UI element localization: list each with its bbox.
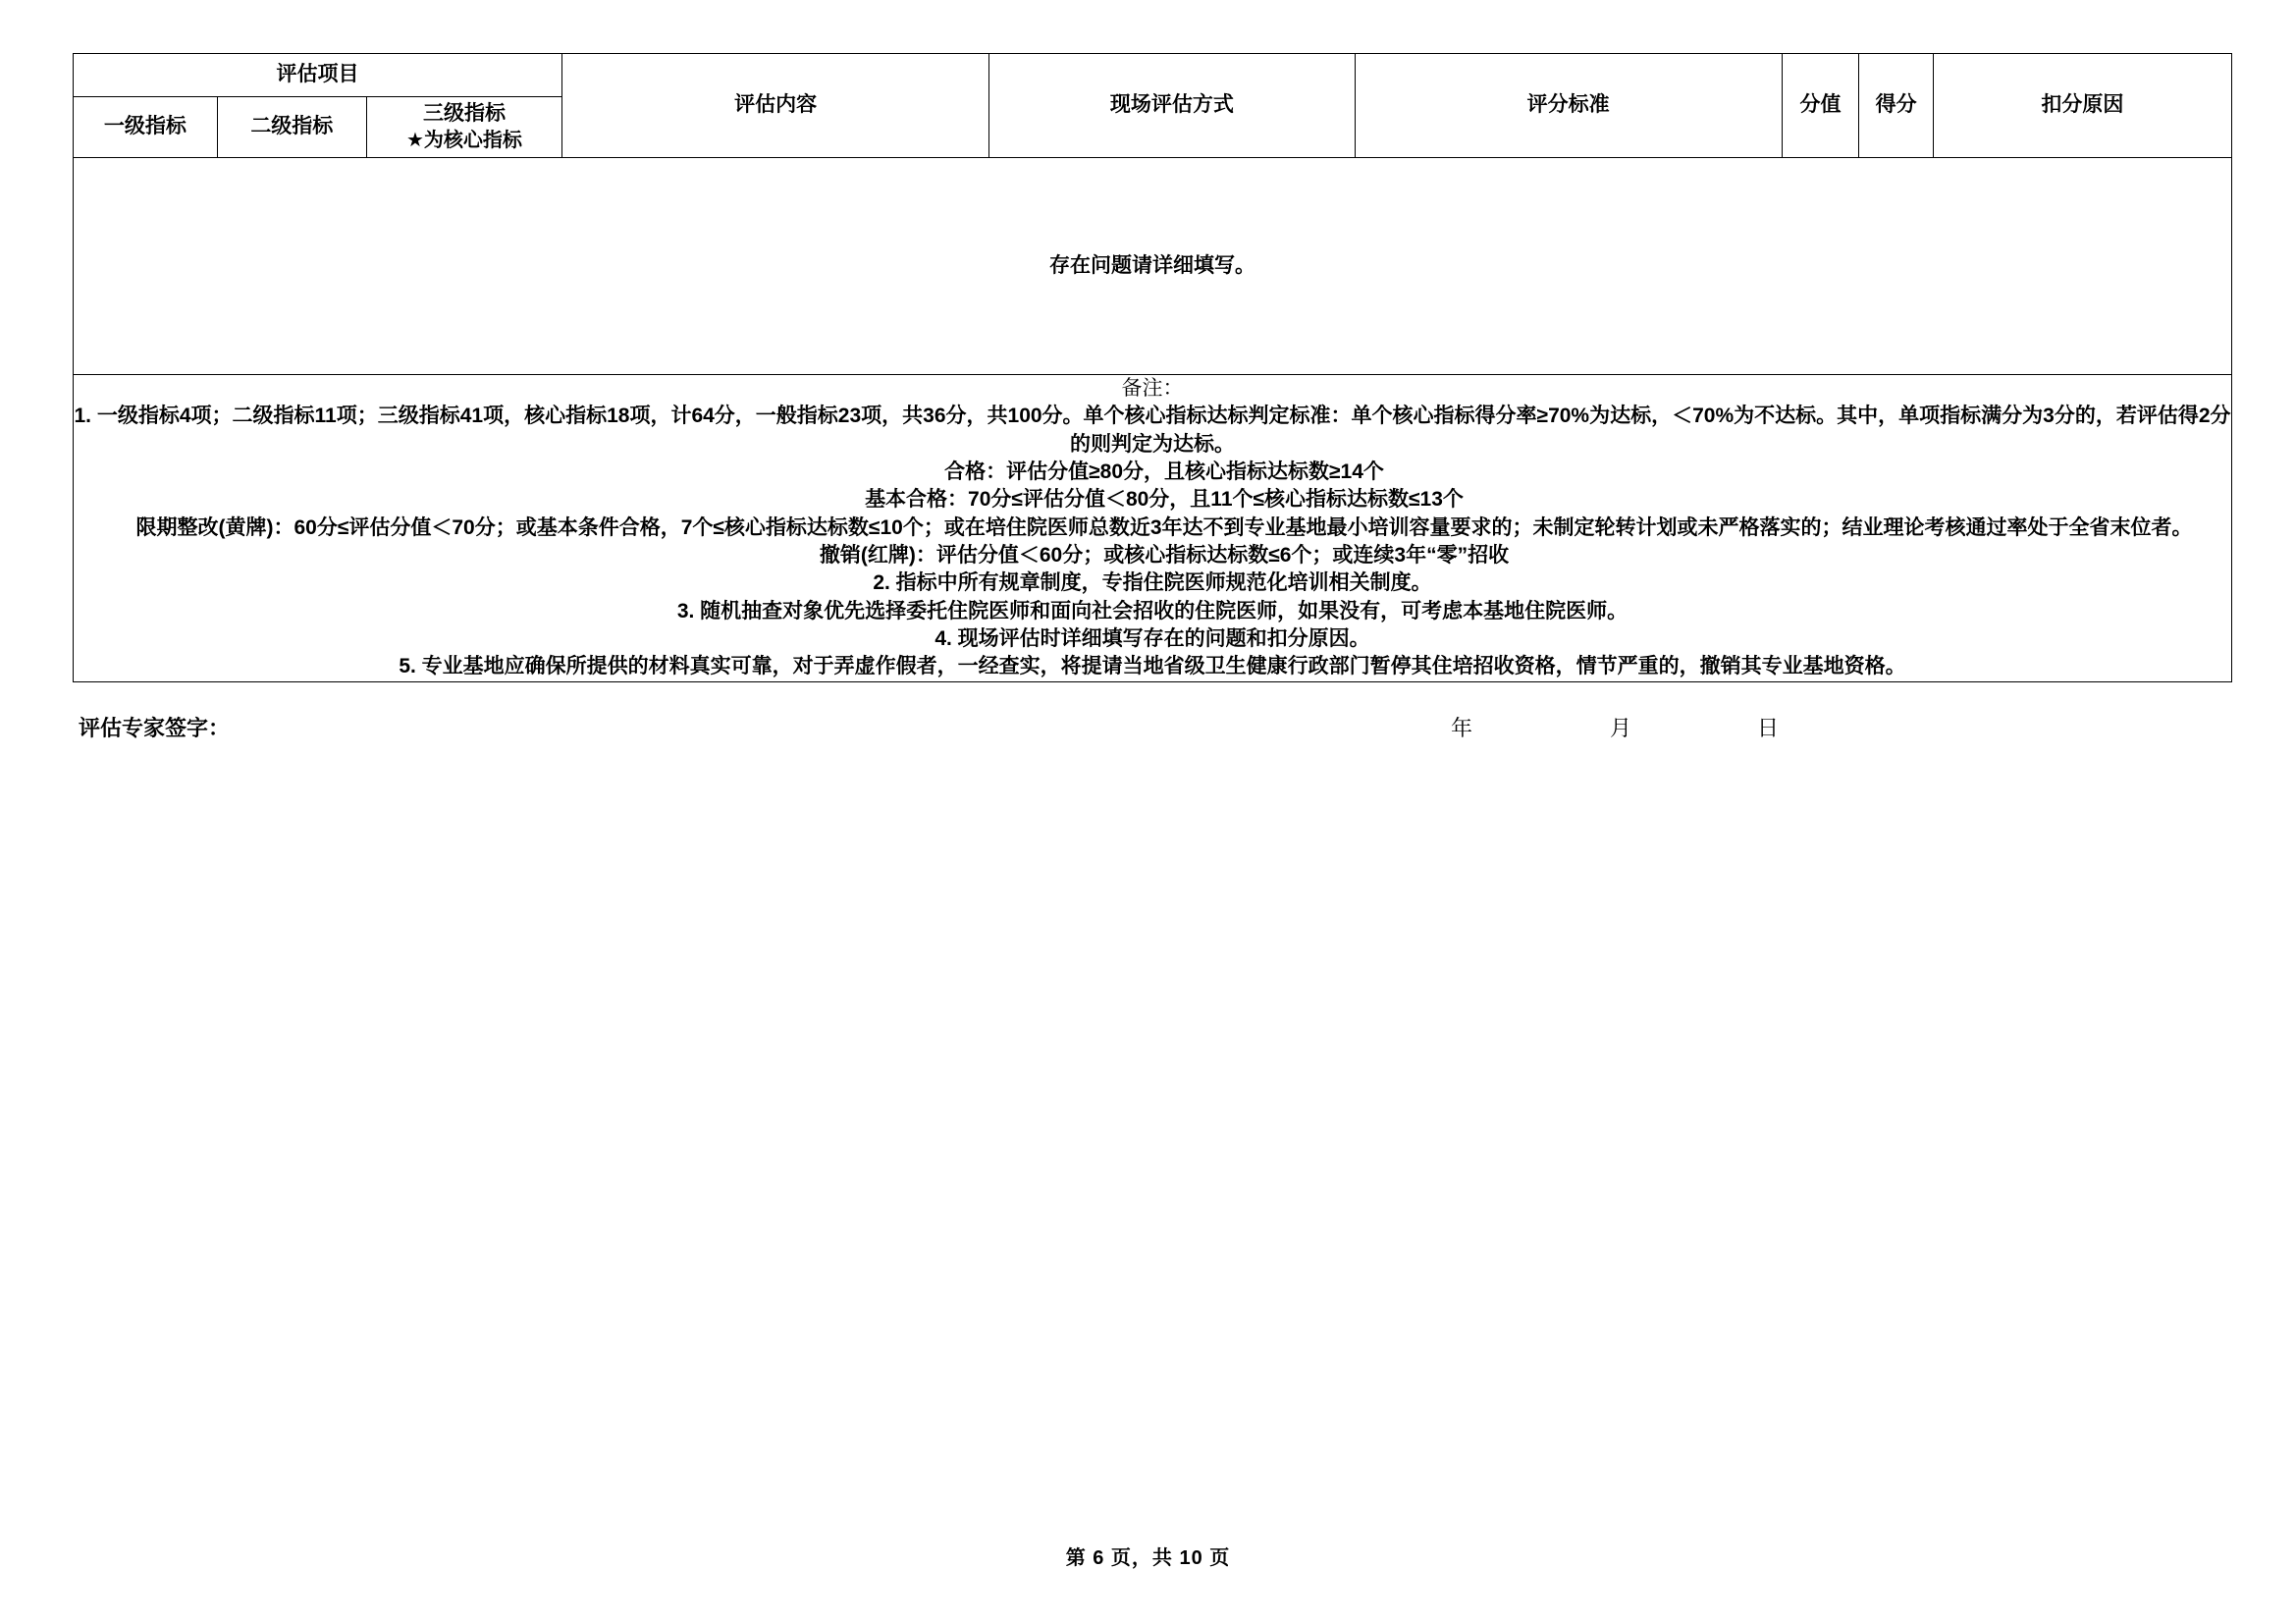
header-level3-line2: ★为核心指标 — [406, 130, 522, 152]
notes-title: 备注： — [1121, 377, 1184, 400]
notes-line: 2. 指标中所有规章制度，专指住院医师规范化培训相关制度。 — [873, 571, 1432, 595]
signature-day-label: 日 — [1757, 715, 1780, 740]
evaluation-form-table — [73, 53, 2232, 682]
notes-line: 合格：评估分值≥80分，且核心指标达标数≥14个 — [944, 460, 1384, 484]
signature-row — [79, 712, 2227, 751]
header-eval-method: 现场评估方式 — [989, 54, 1355, 158]
header-eval-content: 评估内容 — [562, 54, 989, 158]
header-score-value: 分值 — [1782, 54, 1859, 158]
header-level1-indicator: 一级指标 — [74, 97, 218, 158]
notes-line: 限期整改(黄牌)：60分≤评估分值＜70分；或基本条件合格，7个≤核心指标达标数≤10个；或在培住院医师总数近3年达不到专业基地最小培训容量要求的；未制定轮转计划或未严格落实的；结业理论考核通过率处于全省末位者。 — [135, 515, 2193, 539]
table-body-row-problems — [74, 158, 2232, 375]
signature-month-label: 月 — [1610, 715, 1632, 740]
header-group-eval-item: 评估项目 — [74, 54, 562, 97]
notes-line: 基本合格：70分≤评估分值＜80分，且11个≤核心指标达标数≤13个 — [865, 488, 1464, 512]
header-level3-line1: 三级指标 — [422, 101, 506, 125]
header-level2-indicator: 二级指标 — [217, 97, 366, 158]
signature-label: 评估专家签字： — [79, 715, 231, 740]
notes-line: 4. 现场评估时详细填写存在的问题和扣分原因。 — [934, 627, 1370, 651]
signature-year-label: 年 — [1451, 715, 1473, 740]
notes-line: 5. 专业基地应确保所提供的材料真实可靠，对于弄虚作假者，一经查实，将提请当地省级卫生健康行政部门暂停其住培招收资格，情节严重的，撤销其专业基地资格。 — [399, 655, 1906, 678]
header-scoring-standard: 评分标准 — [1355, 54, 1782, 158]
page-footer: 第 6 页，共 10 页 — [1065, 1547, 1231, 1569]
table-header-row-1 — [74, 54, 2232, 97]
notes-cell — [74, 375, 2232, 682]
header-level3-indicator — [366, 97, 561, 158]
notes-line: 1. 一级指标4项；二级指标11项；三级指标41项，核心指标18项，计64分，一般指标23项，共36分，共100分。单个核心指标达标判定标准：单个核心指标得分率≥70%为达标，＜70%为不达标。其中，单项指标满分为3分的，若评估得2分的则判定为达标。 — [74, 405, 2231, 456]
header-score-got: 得分 — [1859, 54, 1934, 158]
problems-description-cell[interactable]: 存在问题请详细填写。 — [74, 158, 2232, 375]
notes-line: 撤销(红牌)：评估分值＜60分；或核心指标达标数≤6个；或连续3年“零”招收 — [819, 544, 1510, 568]
header-deduct-reason: 扣分原因 — [1933, 54, 2231, 158]
table-notes-row — [74, 375, 2232, 682]
notes-line: 3. 随机抽查对象优先选择委托住院医师和面向社会招收的住院医师，如果没有，可考虑本基地住院医师。 — [676, 599, 1629, 623]
